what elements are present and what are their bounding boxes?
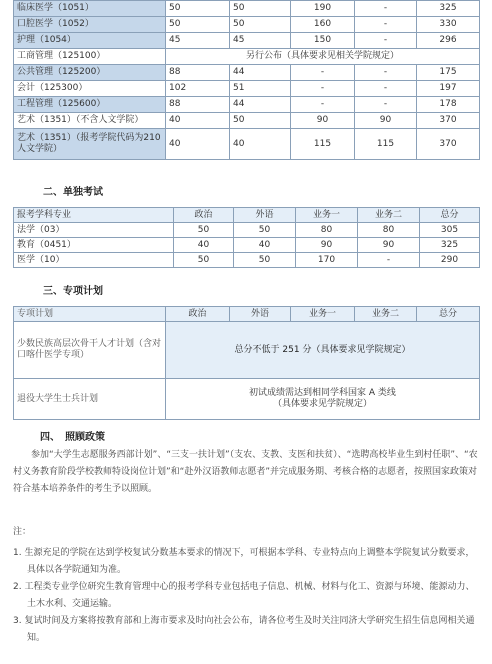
table-cell: 44 [230, 65, 291, 81]
column-header: 总分 [420, 208, 480, 223]
table-cell: 公共管理（125200） [14, 65, 166, 81]
table-cell: 80 [358, 223, 420, 238]
table-cell: 教育（0451） [14, 238, 174, 253]
table-cell: 50 [166, 1, 230, 17]
table-cell: 40 [174, 238, 234, 253]
section-title-preferential-policy: 四、 照顾政策 [40, 432, 105, 443]
table-row [14, 238, 480, 253]
table-cell: 50 [234, 253, 296, 268]
table-cell: 50 [230, 1, 291, 17]
table-cell: - [291, 65, 355, 81]
table-cell: 45 [230, 33, 291, 49]
table-cell: 90 [296, 238, 358, 253]
table-cell: - [291, 97, 355, 113]
table-cell: 150 [291, 33, 355, 49]
table-header-row [14, 208, 480, 223]
table-cell: - [358, 253, 420, 268]
table-row [14, 33, 480, 49]
column-header: 业务一 [291, 307, 355, 322]
table-cell: - [355, 81, 417, 97]
column-header: 业务一 [296, 208, 358, 223]
requirement-line: （具体要求见学院规定） [272, 399, 372, 409]
table-cell: 工商管理（125100） [14, 49, 166, 65]
table-row [14, 49, 480, 65]
table-row [14, 97, 480, 113]
table-row [14, 379, 480, 420]
table-cell: - [355, 33, 417, 49]
score-table-independent [13, 207, 480, 268]
table-row [14, 1, 480, 17]
column-header: 总分 [417, 307, 480, 322]
table-cell: 艺术（1351）（报考学院代码为210人文学院） [14, 129, 166, 160]
table-cell: 会计（125300） [14, 81, 166, 97]
requirement-line: 初试成绩需达到相同学科国家 A 类线 [249, 388, 396, 398]
column-header: 业务二 [355, 307, 417, 322]
table-cell: 90 [291, 113, 355, 129]
table-cell: 40 [230, 129, 291, 160]
table-row [14, 81, 480, 97]
table-cell [166, 379, 480, 420]
list-item: 1. 生源充足的学院在达到学校复试分数基本要求的情况下，可根据本学科、专业特点向上调整本学院复试分数要求，具体以各学院通知为准。 [13, 548, 475, 575]
table-cell: 80 [296, 223, 358, 238]
table-row [14, 253, 480, 268]
table-cell: 160 [291, 17, 355, 33]
table-cell: 296 [417, 33, 480, 49]
table-cell: - [291, 81, 355, 97]
table-cell: 178 [417, 97, 480, 113]
table-row [14, 322, 480, 379]
table-cell: 88 [166, 97, 230, 113]
table-cell: 88 [166, 65, 230, 81]
policy-paragraph: 参加“大学生志愿服务西部计划”、“三支一扶计划”（支农、支教、支医和扶贫）、“选聘高校毕业生到村任职”、“农村义务教育阶段学校教师特设岗位计划”和“赴外汉语教师志愿者”并完成服务期、考核合格的志愿者，按照国家政策对符合基本培养条件的考生予以照顾。 [13, 450, 478, 494]
table-cell: 工程管理（125600） [14, 97, 166, 113]
table-row [14, 223, 480, 238]
score-table-professional [13, 0, 480, 160]
table-cell: 370 [417, 113, 480, 129]
table-cell: 50 [230, 17, 291, 33]
table-cell: 法学（03） [14, 223, 174, 238]
table-cell: 51 [230, 81, 291, 97]
column-header: 政治 [166, 307, 230, 322]
table-cell: 50 [234, 223, 296, 238]
table-cell: 330 [417, 17, 480, 33]
table-cell: 另行公布（具体要求见相关学院规定） [166, 49, 480, 65]
table-cell: 290 [420, 253, 480, 268]
score-table-special-plans [13, 306, 480, 420]
table-cell: 115 [291, 129, 355, 160]
table-cell: 90 [358, 238, 420, 253]
table-cell: 护理（1054） [14, 33, 166, 49]
column-header: 业务二 [358, 208, 420, 223]
list-item: 3. 复试时间及方案将按教育部和上海市要求及时向社会公布，请各位考生及时关注同济大学研究生招生信息网相关通知。 [13, 616, 475, 643]
table-cell: - [355, 65, 417, 81]
section-title-special-plans: 三、专项计划 [43, 286, 103, 297]
table-row [14, 129, 480, 160]
table-cell: 50 [230, 113, 291, 129]
table-cell: 40 [166, 129, 230, 160]
table-cell: 90 [355, 113, 417, 129]
notes-label: 注： [13, 527, 32, 537]
section-title-independent-exam: 二、单独考试 [43, 187, 103, 198]
table-row [14, 113, 480, 129]
table-cell: 115 [355, 129, 417, 160]
table-cell: 305 [420, 223, 480, 238]
table-row [14, 65, 480, 81]
table-cell: - [355, 17, 417, 33]
table-cell: 退役大学生士兵计划 [14, 379, 166, 420]
table-cell: 175 [417, 65, 480, 81]
table-cell: 50 [174, 253, 234, 268]
table-cell: 102 [166, 81, 230, 97]
table-cell: 临床医学（1051） [14, 1, 166, 17]
table-cell: 40 [234, 238, 296, 253]
table-cell: 190 [291, 1, 355, 17]
table-cell: 370 [417, 129, 480, 160]
column-header: 报考学科专业 [14, 208, 174, 223]
table-cell: 50 [174, 223, 234, 238]
table-cell: - [355, 97, 417, 113]
table-cell: 少数民族高层次骨干人才计划（含对口喀什医学专项） [14, 322, 166, 379]
table-cell: - [355, 1, 417, 17]
notes-list [13, 545, 479, 647]
table-cell: 44 [230, 97, 291, 113]
table-cell: 总分不低于 251 分（具体要求见学院规定） [166, 322, 480, 379]
table-cell: 325 [417, 1, 480, 17]
list-item: 2. 工程类专业学位研究生教育管理中心的报考学科专业包括电子信息、机械、材料与化工、资源与环境、能源动力、土木水利、交通运输。 [13, 582, 475, 609]
table-cell: 197 [417, 81, 480, 97]
table-cell: 325 [420, 238, 480, 253]
column-header: 外语 [234, 208, 296, 223]
column-header: 外语 [230, 307, 291, 322]
table-cell: 口腔医学（1052） [14, 17, 166, 33]
table-cell: 艺术（1351）（不含人文学院） [14, 113, 166, 129]
table-row [14, 17, 480, 33]
column-header: 专项计划 [14, 307, 166, 322]
table-cell: 50 [166, 17, 230, 33]
column-header: 政治 [174, 208, 234, 223]
table-cell: 45 [166, 33, 230, 49]
table-cell: 40 [166, 113, 230, 129]
table-cell: 医学（10） [14, 253, 174, 268]
table-header-row [14, 307, 480, 322]
table-cell: 170 [296, 253, 358, 268]
